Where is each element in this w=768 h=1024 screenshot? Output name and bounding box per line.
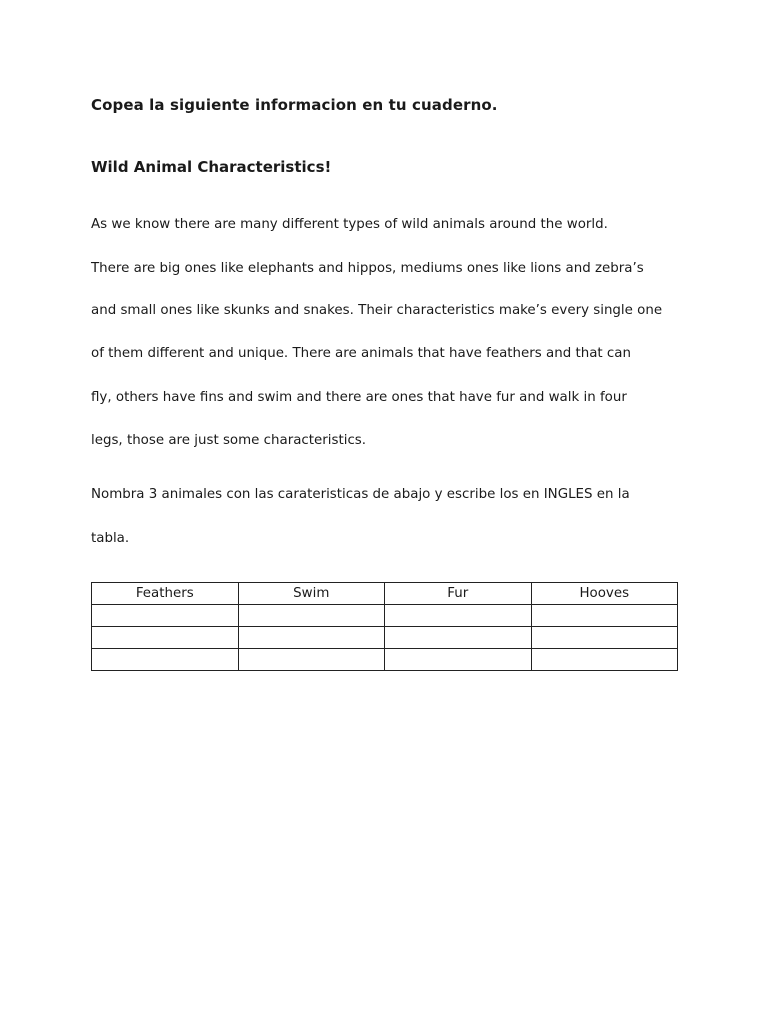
paragraph-line-2: There are big ones like elephants and hippos, mediums ones like lions and zebra’s: [91, 261, 644, 276]
table-header-row: [92, 583, 678, 605]
table-row: [92, 605, 678, 627]
table-cell: [92, 649, 239, 671]
task-line-1: Nombra 3 animales con las carateristicas de abajo y escribe los en INGLES en la: [91, 487, 630, 502]
table-cell: [531, 605, 678, 627]
table-cell: [92, 605, 239, 627]
table-cell: [531, 649, 678, 671]
header-hooves: Hooves: [531, 583, 678, 605]
table-cell: [385, 649, 532, 671]
table-cell: [238, 605, 385, 627]
table-cell: [385, 605, 532, 627]
header-fur: Fur: [385, 583, 532, 605]
table-row: [92, 649, 678, 671]
header-feathers: Feathers: [92, 583, 239, 605]
worksheet-title: Wild Animal Characteristics!: [91, 158, 332, 176]
table-cell: [92, 627, 239, 649]
paragraph-line-6: legs, those are just some characteristics.: [91, 433, 367, 448]
header-swim: Swim: [238, 583, 385, 605]
table-cell: [385, 627, 532, 649]
paragraph-line-1: As we know there are many different types of wild animals around the world.: [91, 217, 608, 232]
instruction-text: Copea la siguiente informacion en tu cuaderno.: [91, 96, 498, 114]
table-row: [92, 627, 678, 649]
table-cell: [238, 649, 385, 671]
paragraph-line-3: and small ones like skunks and snakes. Their characteristics make’s every single one: [91, 303, 663, 318]
paragraph-line-4: of them different and unique. There are animals that have feathers and that can: [91, 346, 631, 361]
paragraph-line-5: fly, others have fins and swim and there are ones that have fur and walk in four: [91, 390, 627, 405]
task-line-2: tabla.: [91, 531, 130, 546]
table-cell: [238, 627, 385, 649]
animal-characteristics-table: [91, 582, 678, 671]
table-cell: [531, 627, 678, 649]
